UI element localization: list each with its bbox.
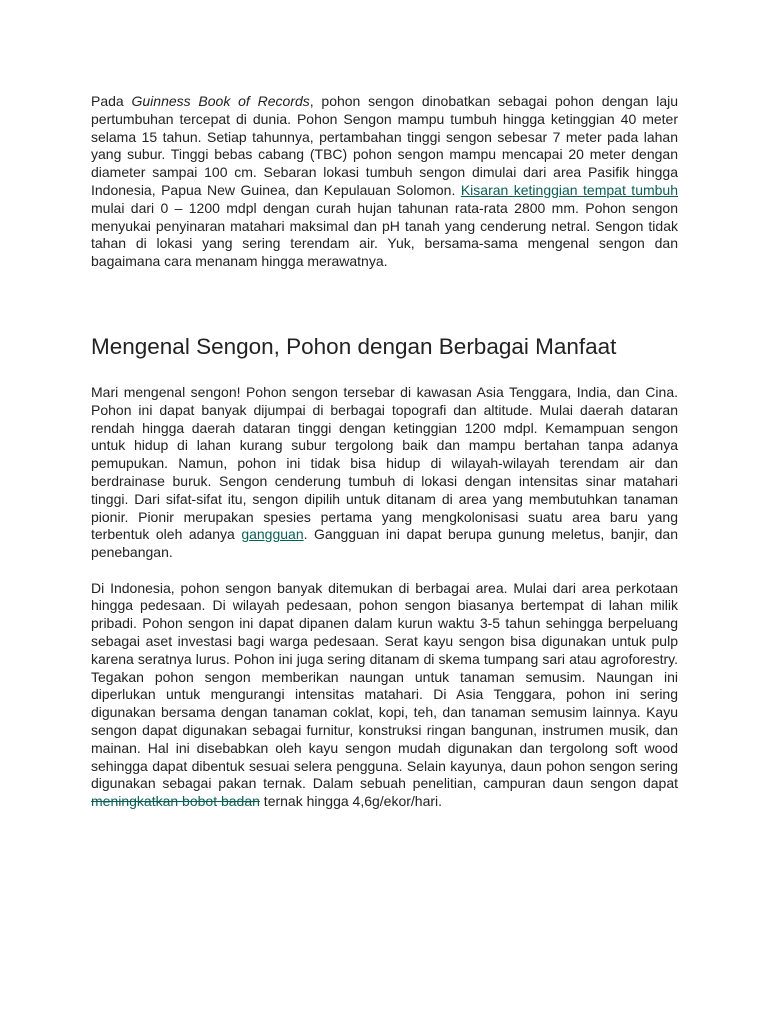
- intro-paragraph: [91, 93, 678, 271]
- section1-text-2: . Gangguan ini dapat berupa gunung meletus, banjir, dan penebangan.: [91, 526, 678, 561]
- intro-text-1: Pada: [91, 93, 132, 109]
- intro-text-2: , pohon sengon dinobatkan sebagai pohon dengan laju pertumbuhan tercepat di dunia. Pohon Sengon mampu tumbuh hingga ketinggian 40 meter selama 15 tahun. Setiap tahunnya, pertambahan tinggi sengon sebesar 7 meter pada lahan yang subur. Tinggi bebas cabang (TBC) pohon sengon mampu mencapai 20 meter dengan diameter sampai 100 cm. Sebaran lokasi tumbuh sengon dimulai dari area Pasifik hingga Indonesia, Papua New Guinea, dan Kepulauan Solomon.: [91, 93, 679, 198]
- section2-paragraph: [91, 580, 678, 811]
- section1-paragraph: [91, 384, 678, 562]
- document-page: [91, 93, 678, 811]
- link-weight-gain[interactable]: meningkatkan bobot badan: [91, 793, 260, 810]
- section2-text-1: Di Indonesia, pohon sengon banyak ditemukan di berbagai area. Mulai dari area perkotaan hingga pedesaan. Di wilayah pedesaan, pohon sengon biasanya bertempat di lahan milik pribadi. Pohon sengon ini dapat dipanen dalam kurun waktu 3-5 tahun sehingga berpeluang sebagai aset investasi bagi warga pedesaan. Serat kayu sengon bisa digunakan untuk pulp karena seratnya lurus. Pohon ini juga sering ditanam di skema tumpang sari atau agroforestry. Tegakan pohon sengon memberikan naungan untuk tanaman semusim. Naungan ini diperlukan untuk mengurangi intensitas matahari. Di Asia Tenggara, pohon ini sering digunakan bersama dengan tanaman coklat, kopi, teh, dan tanaman semusim lainnya. Kayu sengon dapat digunakan sebagai furnitur, konstruksi ringan bangunan, instrumen musik, dan mainan. Hal ini disebabkan oleh kayu sengon mudah digunakan dan tergolong soft wood sehingga dapat dibentuk sesuai selera pengguna. Selain kayunya, daun pohon sengon sering digunakan sebagai pakan ternak. Dalam sebuah penelitian, campuran daun sengon dapat: [91, 579, 678, 792]
- section1-text-1: Mari mengenal sengon! Pohon sengon tersebar di kawasan Asia Tenggara, India, dan Cina. Pohon ini dapat banyak dijumpai di berbagai topografi dan altitude. Mulai daerah dataran rendah hingga daerah dataran tinggi dengan ketinggian 1200 mdpl. Kemampuan sengon untuk hidup di lahan kurang subur tergolong baik dan mampu bertahan tanpa adanya pemupukan. Namun, pohon ini tidak bisa hidup di wilayah-wilayah terendam air dan berdrainase buruk. Sengon cenderung tumbuh di lokasi dengan intensitas sinar matahari tinggi. Dari sifat-sifat itu, sengon dipilih untuk ditanam di area yang membutuhkan tanaman pionir. Pionir merupakan spesies pertama yang mengkolonisasi suatu area baru yang terbentuk oleh adanya: [91, 383, 678, 543]
- intro-text-3: mulai dari 0 – 1200 mdpl dengan curah hujan tahunan rata-rata 2800 mm. Pohon sengon menyukai penyinaran matahari maksimal dan pH tanah yang cenderung netral. Sengon tidak tahan di lokasi yang sering terendam air. Yuk, bersama-sama mengenal sengon dan bagaimana cara menanam hingga merawatnya.: [91, 199, 678, 270]
- link-gangguan[interactable]: gangguan: [241, 526, 304, 543]
- section-heading: Mengenal Sengon, Pohon dengan Berbagai Manfaat: [91, 333, 617, 359]
- intro-book-title: Guinness Book of Records: [131, 93, 310, 109]
- link-altitude-range[interactable]: Kisaran ketinggian tempat tumbuh: [460, 181, 679, 198]
- section2-text-2: ternak hingga 4,6g/ekor/hari.: [259, 793, 443, 810]
